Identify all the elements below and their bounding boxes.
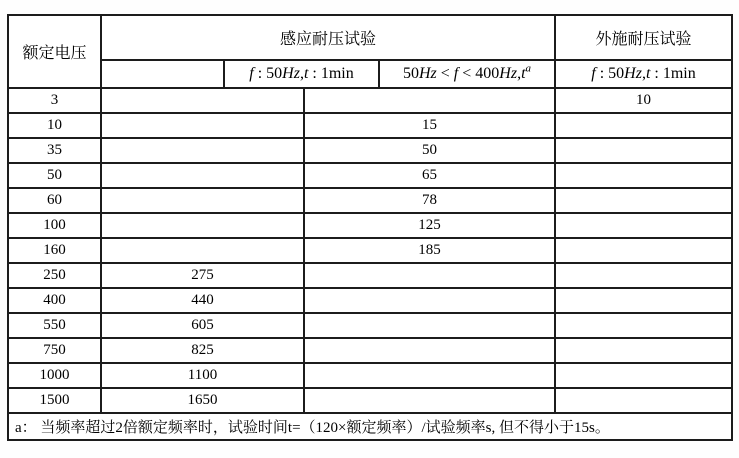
footnote-text: a： 当频率超过2倍额定频率时，试验时间t=（120×额定频率）/试验频率s, 但不得小于15s。: [8, 413, 732, 440]
induced-50hz-cell: 1100: [101, 363, 304, 388]
induced-var-freq-cell: [304, 338, 555, 363]
applied-voltage-cell: [555, 113, 732, 138]
applied-50hz-formula-cell: f : 50Hz,t : 1min: [555, 60, 732, 88]
induced-50hz-formula-cell: f : 50Hz,t : 1min: [224, 60, 379, 88]
induced-var-freq-cell: [304, 388, 555, 413]
table-row: [8, 263, 732, 288]
table-row: [8, 388, 732, 413]
induced-var-freq-cell: 125: [304, 213, 555, 238]
applied-voltage-cell: [555, 263, 732, 288]
rated-voltage-cell: 1500: [8, 388, 101, 413]
applied-voltage-cell: [555, 313, 732, 338]
applied-test-header-cell: 外施耐压试验: [555, 15, 732, 60]
induced-50hz-cell: [101, 113, 304, 138]
table-row: [8, 163, 732, 188]
induced-50hz-cell: 825: [101, 338, 304, 363]
induced-50hz-cell: [101, 188, 304, 213]
applied-voltage-cell: [555, 288, 732, 313]
induced-var-freq-cell: [304, 288, 555, 313]
applied-voltage-cell: [555, 338, 732, 363]
rated-voltage-cell: 35: [8, 138, 101, 163]
induced-var-freq-cell: [304, 313, 555, 338]
header-row-1: [8, 15, 732, 60]
rated-voltage-cell: 100: [8, 213, 101, 238]
applied-voltage-cell: [555, 363, 732, 388]
induced-var-freq-cell: 78: [304, 188, 555, 213]
table-row: [8, 213, 732, 238]
induced-50hz-cell: [101, 138, 304, 163]
rated-voltage-cell: 1000: [8, 363, 101, 388]
induced-50hz-cell: 1650: [101, 388, 304, 413]
induced-var-freq-cell: 185: [304, 238, 555, 263]
rated-voltage-cell: 750: [8, 338, 101, 363]
table-row: [8, 288, 732, 313]
induced-50hz-cell: 605: [101, 313, 304, 338]
table-row: [8, 88, 732, 113]
rated-voltage-cell: 3: [8, 88, 101, 113]
rated-voltage-cell: 50: [8, 163, 101, 188]
applied-voltage-cell: [555, 238, 732, 263]
rated-voltage-cell: 60: [8, 188, 101, 213]
applied-voltage-cell: [555, 213, 732, 238]
blank-subheader-cell: [101, 60, 224, 88]
induced-50hz-cell: [101, 238, 304, 263]
rated-voltage-cell: 400: [8, 288, 101, 313]
rated-voltage-cell: 160: [8, 238, 101, 263]
applied-voltage-cell: 10: [555, 88, 732, 113]
rated-voltage-cell: 250: [8, 263, 101, 288]
table-row: [8, 188, 732, 213]
induced-var-freq-cell: [304, 263, 555, 288]
rated-voltage-cell: 10: [8, 113, 101, 138]
induced-var-freq-formula-cell: $50Hz < f < 400Hz,t^a$: [379, 60, 555, 88]
rated-voltage-cell: 550: [8, 313, 101, 338]
applied-voltage-cell: [555, 388, 732, 413]
table-row: [8, 238, 732, 263]
rated-voltage-header-cell: 额定电压: [8, 15, 101, 88]
induced-var-freq-cell: 50: [304, 138, 555, 163]
applied-voltage-cell: [555, 163, 732, 188]
induced-50hz-cell: 275: [101, 263, 304, 288]
induced-var-freq-cell: 65: [304, 163, 555, 188]
induced-50hz-cell: [101, 163, 304, 188]
induced-var-freq-cell: [304, 363, 555, 388]
table-row: [8, 113, 732, 138]
induced-50hz-cell: [101, 88, 304, 113]
withstand-voltage-test-table: [7, 14, 733, 441]
table-row: [8, 138, 732, 163]
footnote-row: [8, 413, 732, 440]
applied-voltage-cell: [555, 188, 732, 213]
induced-50hz-cell: 440: [101, 288, 304, 313]
induced-test-header-cell: 感应耐压试验: [101, 15, 555, 60]
induced-50hz-cell: [101, 213, 304, 238]
applied-voltage-cell: [555, 138, 732, 163]
induced-var-freq-cell: [304, 88, 555, 113]
table-row: [8, 363, 732, 388]
induced-var-freq-cell: 15: [304, 113, 555, 138]
table-row: [8, 338, 732, 363]
header-row-2: [8, 60, 732, 88]
table-row: [8, 313, 732, 338]
